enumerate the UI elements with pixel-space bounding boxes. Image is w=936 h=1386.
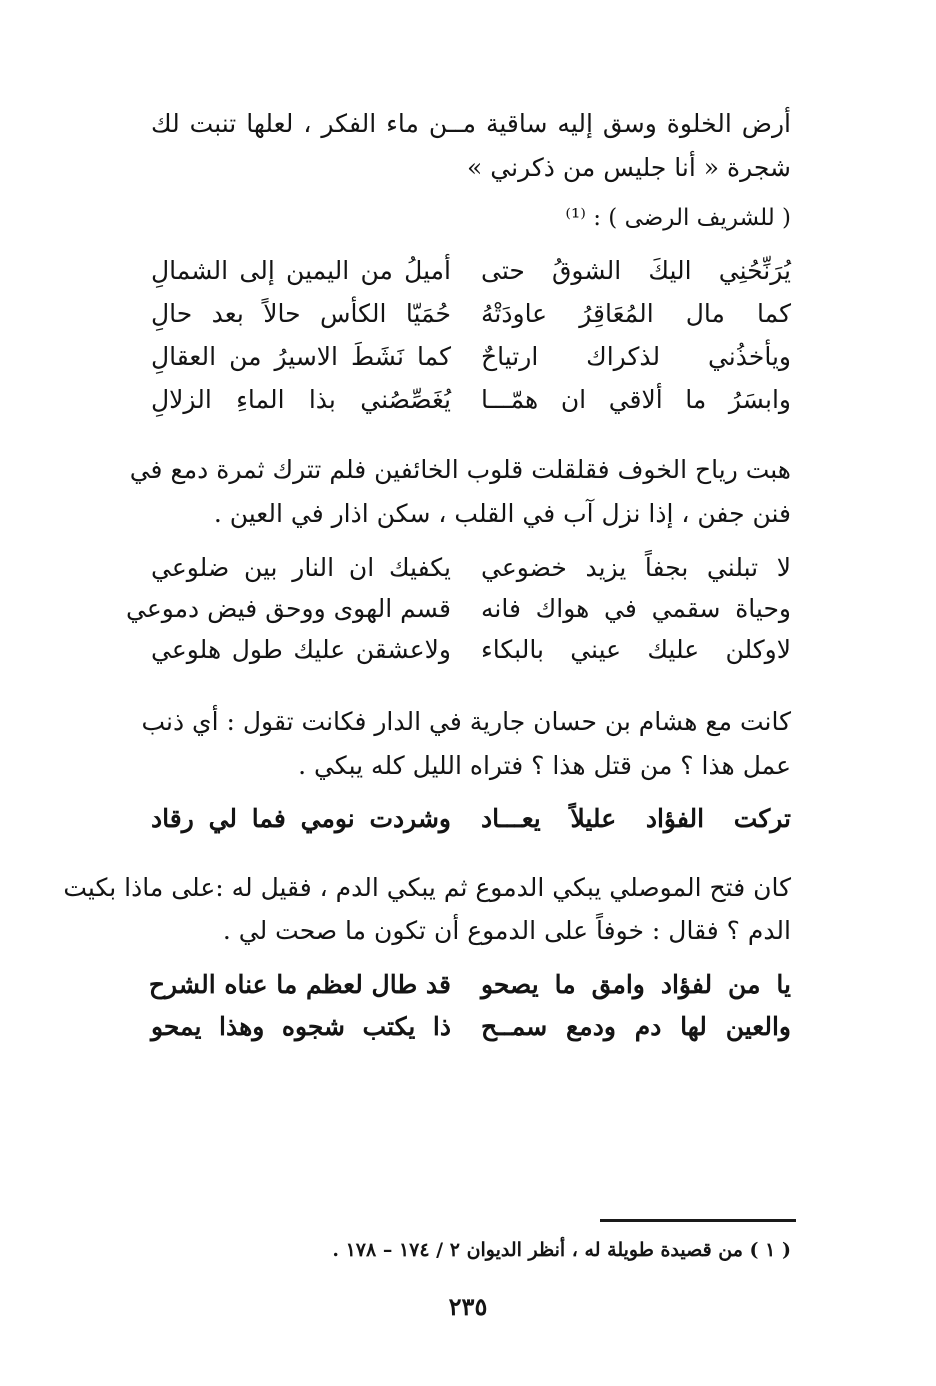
footnote-separator xyxy=(600,1219,796,1222)
poem-4-verse-1 xyxy=(148,966,791,1004)
poem-1-verse-1 xyxy=(151,252,791,290)
verse-first-hemistich: ويأخذُني لذكراك ارتياحٌ xyxy=(481,342,791,371)
paragraph-3-line-1: كانت مع هشام بن حسان جارية في الدار فكانت تقول : أي ذنب xyxy=(141,707,791,736)
verse-second-hemistich: قسم الهوى ووحق فيض دموعي xyxy=(125,594,451,623)
poem-4-verse-2 xyxy=(151,1008,791,1046)
verse-second-hemistich: قد طال لعظم ما عناه الشرح xyxy=(148,970,451,999)
poem-1-verse-2 xyxy=(151,295,791,333)
verse-second-hemistich: يُغَصِّصُني بذا الماءِ الزلالِ xyxy=(151,385,451,414)
verse-second-hemistich: حُمَيّا الكأس حالاً بعد حالِ xyxy=(151,299,451,328)
verse-second-hemistich: يكفيك ان النار بين ضلوعي xyxy=(151,553,451,582)
poem-2-verse-1 xyxy=(151,549,791,587)
verse-first-hemistich: تركت الفؤاد عليلاً يعـــاد xyxy=(481,804,791,833)
paragraph-1-line-1: أرض الخلوة وسق إليه ساقية مــن ماء الفكر ، لعلها تنبت لك xyxy=(151,109,791,138)
verse-first-hemistich: والعين لها دم ودمع سمــح xyxy=(481,1012,791,1041)
verse-second-hemistich: أميلُ من اليمين إلى الشمالِ xyxy=(151,256,451,285)
verse-first-hemistich: يُرَنِّحُنِي اليكَ الشوقُ حتى xyxy=(481,256,791,285)
paragraph-2-line-2: فنن جفن ، إذا نزل آب في القلب ، سكن اذار في العين . xyxy=(213,499,791,528)
attribution-line: ( للشريف الرضى ) : ⁽¹⁾ xyxy=(565,205,791,231)
page-number: ٢٣٥ xyxy=(448,1292,488,1321)
paragraph-3-line-2: عمل هذا ؟ من قتل هذا ؟ فتراه الليل كله يبكي . xyxy=(298,751,791,780)
poem-1-verse-4 xyxy=(151,381,791,419)
verse-first-hemistich: لاوكلن عليك عيني بالبكاء xyxy=(481,635,791,664)
verse-first-hemistich: وحياة سقمي في هواك فانه xyxy=(481,594,791,623)
verse-second-hemistich: ولاعشقن عليك طول هلوعي xyxy=(151,635,451,664)
paragraph-2-line-1: هبت رياح الخوف فقلقلت قلوب الخائفين فلم تترك ثمرة دمع في xyxy=(129,455,791,484)
verse-first-hemistich: وابسَرُ ما ألاقي ان همّـــا xyxy=(481,385,791,414)
poem-3-verse-1 xyxy=(151,800,791,838)
footnote: ( ١ ) من قصيدة طويلة له ، أنظر الديوان ٢ / ١٧٤ – ١٧٨ . xyxy=(332,1239,791,1261)
paragraph-1-line-2: شجرة « أنا جليس من ذكرني » xyxy=(467,153,791,182)
poem-1-verse-3 xyxy=(151,338,791,376)
verse-first-hemistich: يا من لفؤاد وامق ما يصحو xyxy=(481,970,791,999)
verse-second-hemistich: وشردت نومي فما لي رقاد xyxy=(151,804,451,833)
verse-second-hemistich: كما نَشَطَ الاسيرُ من العقالِ xyxy=(151,342,451,371)
verse-first-hemistich: كما مال المُعَاقِرُ عاودَتْهُ xyxy=(481,299,791,328)
verse-first-hemistich: لا تبلني بجفاً يزيد خضوعي xyxy=(481,553,791,582)
verse-second-hemistich: ذا يكتب شجوه وهذا يمحو xyxy=(151,1012,451,1041)
poem-2-verse-3 xyxy=(151,631,791,669)
paragraph-4-line-1: كان فتح الموصلي يبكي الدموع ثم يبكي الدم ، فقيل له :على ماذا بكيت xyxy=(63,873,791,902)
paragraph-4-line-2: الدم ؟ فقال : خوفاً على الدموع أن تكون ما صحت لي . xyxy=(222,916,791,945)
poem-2-verse-2 xyxy=(125,590,791,628)
